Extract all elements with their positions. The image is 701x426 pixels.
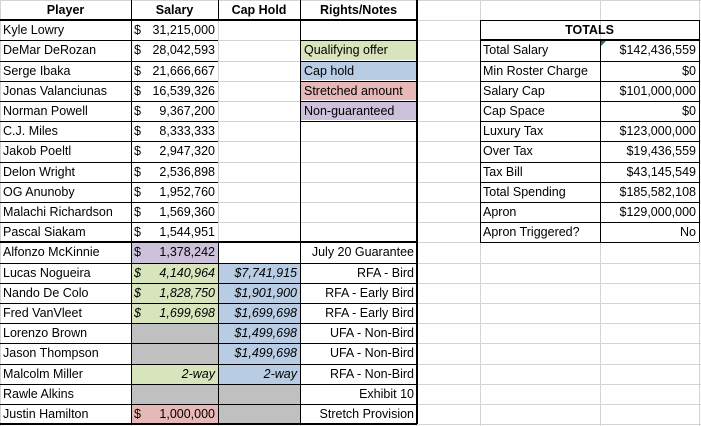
player-name-cell[interactable]: Nando De Colo xyxy=(3,286,89,300)
salary-cell[interactable] xyxy=(131,101,218,121)
currency-symbol: $ xyxy=(134,23,141,37)
border-line xyxy=(480,121,699,122)
rights-notes-cell[interactable] xyxy=(300,162,417,182)
salary-cell[interactable]: 2-way xyxy=(131,364,218,384)
salary-amount: 1,828,750 xyxy=(159,286,215,300)
totals-label[interactable]: Cap Space xyxy=(483,104,545,118)
cap-hold-cell[interactable]: $1,499,698 xyxy=(218,343,300,364)
cap-hold-cell[interactable]: $1,901,900 xyxy=(218,283,300,303)
totals-value[interactable]: No xyxy=(680,225,696,239)
border-line xyxy=(0,222,218,223)
border-line xyxy=(699,20,700,242)
border-line xyxy=(480,81,699,82)
border-line xyxy=(480,242,699,243)
totals-value[interactable]: $19,436,559 xyxy=(626,144,696,158)
salary-amount: 21,666,667 xyxy=(152,64,215,78)
column-header-player[interactable]: Player xyxy=(46,3,85,17)
border-line xyxy=(0,283,417,284)
cap-hold-cell[interactable]: $1,699,698 xyxy=(218,303,300,323)
border-line xyxy=(300,242,301,424)
border-line xyxy=(480,182,699,183)
border-line xyxy=(480,202,699,203)
salary-cell[interactable] xyxy=(131,263,218,283)
salary-cell[interactable] xyxy=(131,81,218,101)
cap-hold-cell[interactable] xyxy=(218,20,300,40)
border-line xyxy=(0,404,417,405)
cap-hold-cell[interactable] xyxy=(218,182,300,202)
salary-cell[interactable] xyxy=(131,202,218,222)
rights-notes-cell[interactable] xyxy=(300,202,417,222)
player-name-cell[interactable]: Jakob Poeltl xyxy=(3,144,72,158)
salary-amount: 1,544,951 xyxy=(159,225,215,239)
totals-label[interactable]: Apron xyxy=(483,205,517,219)
cell-indicator-icon xyxy=(601,41,606,46)
border-line xyxy=(480,141,699,142)
border-line xyxy=(0,241,417,243)
currency-symbol: $ xyxy=(134,64,141,78)
rights-notes-cell[interactable]: RFA - Bird xyxy=(357,266,414,280)
totals-value[interactable]: $0 xyxy=(682,64,696,78)
totals-value[interactable]: $123,000,000 xyxy=(619,124,696,138)
salary-amount: 8,333,333 xyxy=(159,124,215,138)
rights-notes-cell[interactable]: Stretch Provision xyxy=(319,407,414,421)
salary-amount: 16,539,326 xyxy=(152,84,215,98)
border-line xyxy=(480,20,699,21)
salary-amount: 1,952,760 xyxy=(159,185,215,199)
salary-amount: 2,947,320 xyxy=(159,144,215,158)
cap-hold-cell[interactable] xyxy=(218,121,300,141)
rights-notes-cell[interactable] xyxy=(300,121,417,141)
salary-cell[interactable] xyxy=(131,182,218,202)
currency-symbol: $ xyxy=(134,185,141,199)
currency-symbol: $ xyxy=(134,43,141,57)
rights-notes-cell[interactable]: UFA - Non-Bird xyxy=(329,346,414,360)
player-name-cell[interactable]: OG Anunoby xyxy=(3,185,75,199)
totals-value[interactable]: $0 xyxy=(682,104,696,118)
player-name-cell[interactable]: Lucas Nogueira xyxy=(3,266,91,280)
totals-label[interactable]: Total Spending xyxy=(483,185,566,199)
border-line xyxy=(480,222,699,223)
salary-cell[interactable] xyxy=(131,384,218,404)
border-line xyxy=(301,40,416,41)
salary-cell[interactable] xyxy=(131,61,218,81)
player-name-cell[interactable]: Jonas Valanciunas xyxy=(3,84,108,98)
player-name-cell[interactable]: C.J. Miles xyxy=(3,124,58,138)
rights-notes-cell[interactable]: UFA - Non-Bird xyxy=(329,326,414,340)
player-name-cell[interactable]: Malachi Richardson xyxy=(3,205,113,219)
salary-amount: 2,536,898 xyxy=(159,165,215,179)
rights-notes-cell[interactable] xyxy=(300,182,417,202)
cap-hold-cell[interactable] xyxy=(218,81,300,101)
salary-amount: 4,140,964 xyxy=(159,266,215,280)
border-line xyxy=(218,242,219,424)
cap-hold-cell[interactable] xyxy=(218,61,300,81)
border-line xyxy=(0,121,218,122)
salary-amount: 1,000,000 xyxy=(159,407,215,421)
currency-symbol: $ xyxy=(134,104,141,118)
salary-cell[interactable] xyxy=(131,141,218,162)
rights-notes-cell[interactable] xyxy=(300,141,417,162)
cap-hold-cell[interactable] xyxy=(218,242,300,263)
player-name-cell[interactable]: Pascal Siakam xyxy=(3,225,86,239)
border-line xyxy=(131,0,132,424)
salary-amount: 1,378,242 xyxy=(159,245,215,259)
player-name-cell[interactable]: Jason Thompson xyxy=(3,346,99,360)
currency-symbol: $ xyxy=(134,306,141,320)
salary-amount: 28,042,593 xyxy=(152,43,215,57)
salary-cell[interactable] xyxy=(131,343,218,364)
currency-symbol: $ xyxy=(134,286,141,300)
player-name-cell[interactable]: Alfonzo McKinnie xyxy=(3,245,100,259)
rights-notes-cell[interactable]: RFA - Early Bird xyxy=(325,306,414,320)
totals-label[interactable]: Min Roster Charge xyxy=(483,64,588,78)
currency-symbol: $ xyxy=(134,407,141,421)
player-name-cell[interactable]: Serge Ibaka xyxy=(3,64,71,78)
border-line xyxy=(0,40,218,41)
currency-symbol: $ xyxy=(134,144,141,158)
border-line xyxy=(218,0,219,20)
salary-cell[interactable] xyxy=(131,222,218,242)
currency-symbol: $ xyxy=(134,165,141,179)
rights-notes-cell[interactable]: RFA - Early Bird xyxy=(325,286,414,300)
salary-amount: 1,699,698 xyxy=(159,306,215,320)
border-line xyxy=(301,61,416,62)
currency-symbol: $ xyxy=(134,245,141,259)
border-line xyxy=(0,384,417,385)
totals-label[interactable]: Luxury Tax xyxy=(483,124,544,138)
cap-hold-cell[interactable] xyxy=(218,384,300,404)
rights-notes-cell[interactable]: RFA - Non-Bird xyxy=(329,367,414,381)
rights-notes-cell[interactable] xyxy=(300,20,417,40)
border-line xyxy=(301,101,416,102)
salary-amount: 31,215,000 xyxy=(152,23,215,37)
totals-value[interactable]: $101,000,000 xyxy=(619,84,696,98)
rights-notes-cell[interactable]: Exhibit 10 xyxy=(359,387,414,401)
border-line xyxy=(0,81,218,82)
player-name-cell[interactable]: Malcolm Miller xyxy=(3,367,83,381)
border-line xyxy=(301,81,416,82)
border-line xyxy=(0,202,218,203)
cap-hold-cell[interactable]: 2-way xyxy=(218,364,300,384)
border-line xyxy=(0,101,218,102)
cap-hold-cell[interactable] xyxy=(218,162,300,182)
border-line xyxy=(416,0,418,424)
border-line xyxy=(480,20,481,242)
salary-cell[interactable] xyxy=(131,242,218,263)
currency-symbol: $ xyxy=(134,266,141,280)
totals-value[interactable]: $185,582,108 xyxy=(619,185,696,199)
legend-cell[interactable]: Cap hold xyxy=(301,62,416,80)
border-line xyxy=(480,39,699,41)
border-line xyxy=(0,343,417,344)
totals-title: TOTALS xyxy=(565,23,614,37)
cap-hold-cell[interactable] xyxy=(218,141,300,162)
currency-symbol: $ xyxy=(134,124,141,138)
cap-hold-cell[interactable]: $1,499,698 xyxy=(218,323,300,343)
border-line xyxy=(0,61,218,62)
salary-cell[interactable] xyxy=(131,20,218,40)
player-name-cell[interactable]: Fred VanVleet xyxy=(3,306,82,320)
border-line xyxy=(0,19,417,21)
totals-label[interactable]: Apron Triggered? xyxy=(483,225,580,239)
player-name-cell[interactable]: Kyle Lowry xyxy=(3,23,65,37)
legend-cell[interactable]: Stretched amount xyxy=(301,82,416,100)
border-line xyxy=(0,182,218,183)
cap-hold-cell[interactable] xyxy=(218,101,300,121)
totals-label[interactable]: Total Salary xyxy=(483,43,549,57)
player-name-cell[interactable]: Lorenzo Brown xyxy=(3,326,88,340)
totals-label[interactable]: Salary Cap xyxy=(483,84,545,98)
currency-symbol: $ xyxy=(134,225,141,239)
cap-hold-cell[interactable]: $7,741,915 xyxy=(218,263,300,283)
rights-notes-cell[interactable]: July 20 Guarantee xyxy=(311,245,414,259)
border-line xyxy=(0,141,218,142)
salary-cell[interactable] xyxy=(131,283,218,303)
border-line xyxy=(0,303,417,304)
column-header-salary[interactable]: Salary xyxy=(155,3,194,17)
border-line xyxy=(480,162,699,163)
border-line xyxy=(480,101,699,102)
salary-amount: 1,569,360 xyxy=(159,205,215,219)
border-line xyxy=(0,263,417,264)
column-header-cap-hold[interactable]: Cap Hold xyxy=(231,3,287,17)
salary-cell[interactable] xyxy=(131,404,218,424)
player-name-cell[interactable]: Justin Hamilton xyxy=(3,407,89,421)
column-header-rights-notes[interactable]: Rights/Notes xyxy=(319,3,398,17)
salary-cell[interactable] xyxy=(131,121,218,141)
player-name-cell[interactable]: Rawle Alkins xyxy=(3,387,74,401)
currency-symbol: $ xyxy=(134,84,141,98)
legend-cell[interactable]: Qualifying offer xyxy=(301,41,416,60)
salary-cell[interactable] xyxy=(131,303,218,323)
cap-hold-cell[interactable] xyxy=(218,202,300,222)
player-name-cell[interactable]: Delon Wright xyxy=(3,165,76,179)
totals-value[interactable]: $142,436,559 xyxy=(619,43,696,57)
border-line xyxy=(480,61,699,62)
salary-cell[interactable] xyxy=(131,323,218,343)
salary-amount: 9,367,200 xyxy=(159,104,215,118)
salary-cell[interactable] xyxy=(131,162,218,182)
border-line xyxy=(0,364,417,365)
totals-value[interactable]: $129,000,000 xyxy=(619,205,696,219)
cap-hold-cell[interactable] xyxy=(218,222,300,242)
border-line xyxy=(0,423,417,425)
currency-symbol: $ xyxy=(134,205,141,219)
salary-cell[interactable] xyxy=(131,40,218,61)
border-line xyxy=(301,121,416,122)
totals-value[interactable]: $43,145,549 xyxy=(626,165,696,179)
totals-label[interactable]: Over Tax xyxy=(483,144,533,158)
totals-label[interactable]: Tax Bill xyxy=(483,165,523,179)
cap-hold-cell[interactable] xyxy=(218,404,300,424)
border-line xyxy=(0,162,218,163)
player-name-cell[interactable]: Norman Powell xyxy=(3,104,88,118)
border-line xyxy=(0,323,417,324)
legend-cell[interactable]: Non-guaranteed xyxy=(301,102,416,120)
player-name-cell[interactable]: DeMar DeRozan xyxy=(3,43,97,57)
cap-hold-cell[interactable] xyxy=(218,40,300,61)
rights-notes-cell[interactable] xyxy=(300,222,417,242)
